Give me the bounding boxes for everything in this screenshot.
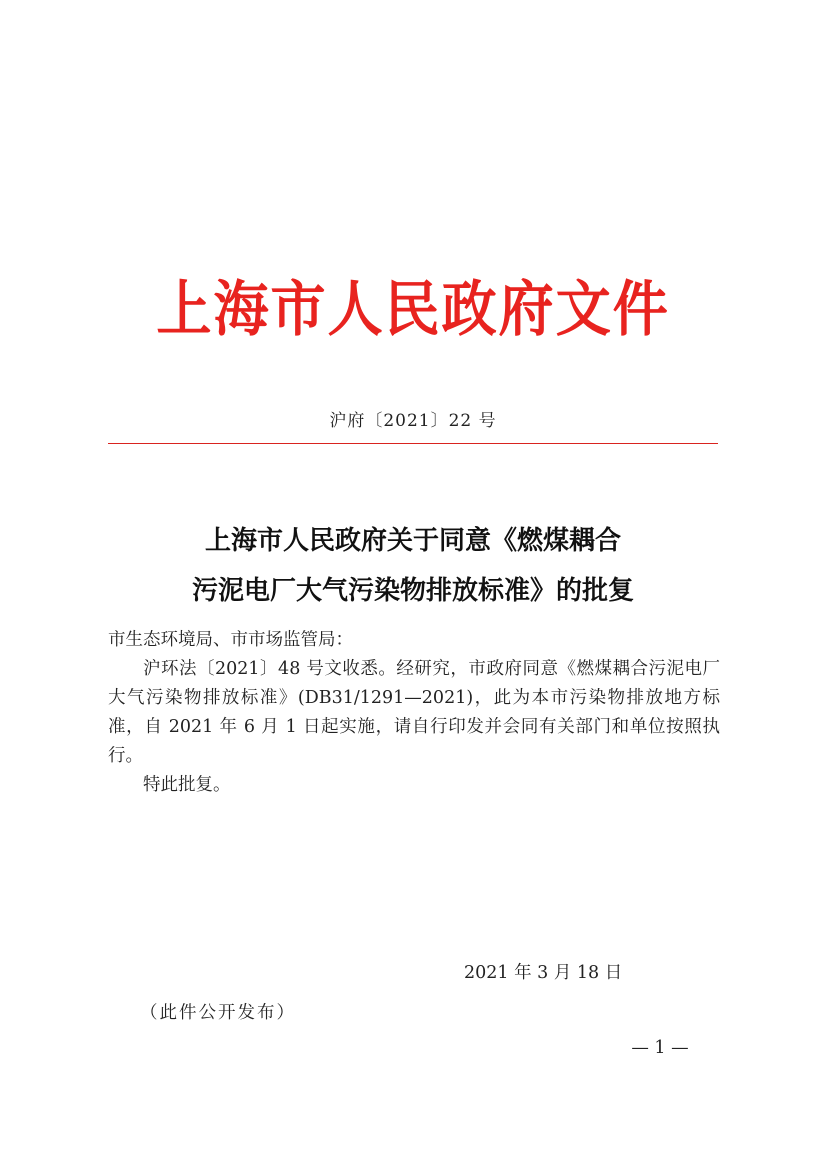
body-paragraph: 沪环法〔2021〕48 号文收悉。经研究，市政府同意《燃煤耦合污泥电厂大气污染物排放标准》(DB31/1291—2021)，此为本市污染物排放地方标准，自 2021 年 6 月 1 日起实施，请自行印发并会同有关部门和单位按照执行。 [108, 659, 720, 766]
addressee: 市生态环境局、市市场监管局： [108, 630, 353, 650]
document-number: 沪府〔2021〕22 号 [329, 411, 497, 431]
document-body [108, 626, 720, 800]
closing-paragraph: 特此批复。 [143, 775, 231, 795]
publish-note: （此件公开发布） [140, 1003, 296, 1023]
document-title [0, 516, 826, 616]
red-divider-line [108, 443, 718, 444]
title-line-1: 上海市人民政府关于同意《燃煤耦合 [204, 526, 621, 556]
page-number: — 1 — [631, 1038, 689, 1058]
masthead-title: 上海市人民政府文件 [156, 275, 670, 345]
issue-date: 2021 年 3 月 18 日 [464, 963, 623, 983]
title-line-2: 污泥电厂大气污染物排放标准》的批复 [191, 576, 634, 606]
